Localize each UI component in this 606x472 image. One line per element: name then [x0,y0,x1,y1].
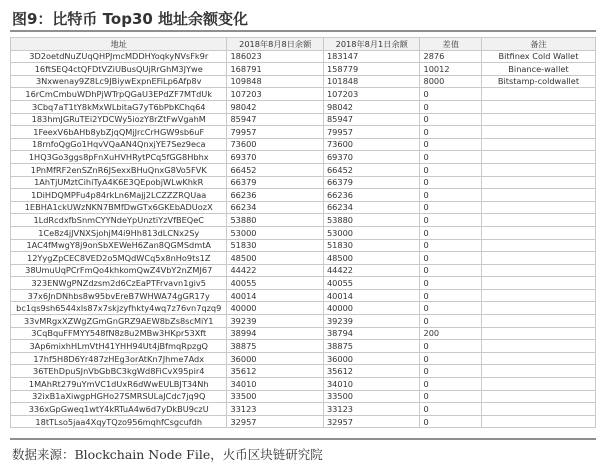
cell-difference: 0 [420,365,481,378]
cell-difference: 0 [420,390,481,403]
cell-balance-aug1: 66234 [323,201,420,214]
cell-balance-aug8: 33123 [227,403,324,416]
cell-note [481,100,595,113]
cell-balance-aug8: 69370 [227,151,324,164]
cell-address: 12YygZpCEC8VED2o5MQdWCq5x8nHo9ts1Z [11,252,227,265]
table-row [11,365,596,378]
balance-table-container [10,37,596,428]
cell-balance-aug1: 66452 [323,163,420,176]
cell-address: 1AhTjUMztCihiTyA4K6E3QEpobjWLwKhkR [11,176,227,189]
cell-balance-aug1: 98042 [323,100,420,113]
cell-balance-aug8: 38994 [227,327,324,340]
cell-difference: 8000 [420,75,481,88]
cell-address: 37x6JnDNhbs8w95bvEreB7WHWA74gGR17y [11,289,227,302]
cell-balance-aug1: 36000 [323,352,420,365]
cell-balance-aug1: 38875 [323,340,420,353]
cell-difference: 0 [420,113,481,126]
cell-difference: 2876 [420,50,481,63]
cell-address: 1PnMfRF2enSZnR6JSexxBHuQnxG8Vo5FVK [11,163,227,176]
table-row [11,163,596,176]
table-row [11,352,596,365]
cell-address: 3Cbq7aT1tY8kMxWLbitaG7yT6bPbKChq64 [11,100,227,113]
cell-balance-aug8: 98042 [227,100,324,113]
table-row [11,189,596,202]
cell-address: bc1qs9sh6544xls87x7skjzyfhkty4wq7z76vn7qzq9 [11,302,227,315]
table-row [11,239,596,252]
cell-balance-aug1: 158779 [323,63,420,76]
cell-difference: 0 [420,201,481,214]
table-row [11,289,596,302]
cell-difference: 0 [420,352,481,365]
cell-difference: 0 [420,302,481,315]
table-header-row [11,38,596,51]
table-row [11,176,596,189]
cell-note [481,252,595,265]
table-row [11,390,596,403]
cell-difference: 0 [420,100,481,113]
cell-balance-aug8: 107203 [227,88,324,101]
header-balance-aug8: 2018年8月8日余额 [227,38,324,51]
header-difference: 差值 [420,38,481,51]
table-row [11,88,596,101]
cell-balance-aug1: 48500 [323,252,420,265]
cell-balance-aug1: 183147 [323,50,420,63]
cell-balance-aug8: 85947 [227,113,324,126]
cell-balance-aug1: 38794 [323,327,420,340]
table-row [11,214,596,227]
cell-note [481,352,595,365]
table-row [11,138,596,151]
header-address: 地址 [11,38,227,51]
cell-balance-aug8: 32957 [227,415,324,428]
source-note: 数据来源：Blockchain Node File，火币区块链研究院 [12,447,323,462]
cell-balance-aug1: 69370 [323,151,420,164]
cell-note [481,302,595,315]
table-row [11,201,596,214]
cell-balance-aug1: 40014 [323,289,420,302]
table-row [11,113,596,126]
cell-balance-aug1: 53000 [323,226,420,239]
cell-difference: 0 [420,340,481,353]
cell-balance-aug1: 34010 [323,378,420,391]
cell-balance-aug1: 40000 [323,302,420,315]
cell-address: 33vMRgxXZWgZGmGnGRZ9AEW8bZs8scMiY1 [11,315,227,328]
cell-difference: 0 [420,415,481,428]
cell-note [481,151,595,164]
cell-difference: 0 [420,163,481,176]
cell-balance-aug1: 66236 [323,189,420,202]
cell-note [481,126,595,139]
table-row [11,340,596,353]
table-body [11,50,596,428]
table-row [11,327,596,340]
cell-address: 16ftSEQ4ctQFDtVZiUBusQUjRrGhM3JYwe [11,63,227,76]
cell-note [481,138,595,151]
cell-balance-aug1: 73600 [323,138,420,151]
cell-difference: 10012 [420,63,481,76]
cell-address: 1HQ3Go3ggs8pFnXuHVHRytPCq5fGG8Hbhx [11,151,227,164]
cell-balance-aug1: 33123 [323,403,420,416]
cell-note [481,163,595,176]
cell-balance-aug8: 38875 [227,340,324,353]
cell-note [481,415,595,428]
cell-balance-aug1: 44422 [323,264,420,277]
table-row [11,415,596,428]
table-row [11,315,596,328]
title-divider [10,30,596,32]
cell-note [481,403,595,416]
figure-title: 图9：比特币 Top30 地址余额变化 [12,10,249,28]
cell-address: 17hf5H8D6Yr487zHEg3orAtKn7Jhme7Adx [11,352,227,365]
cell-address: 1Ce8z4jJVNXSjohjM4i9Hh813dLCNx2Sy [11,226,227,239]
cell-balance-aug8: 66236 [227,189,324,202]
cell-difference: 0 [420,264,481,277]
cell-difference: 0 [420,151,481,164]
table-row [11,264,596,277]
table-row [11,277,596,290]
cell-difference: 0 [420,277,481,290]
table-row [11,226,596,239]
cell-balance-aug8: 44422 [227,264,324,277]
cell-difference: 0 [420,226,481,239]
cell-balance-aug8: 40014 [227,289,324,302]
cell-note [481,315,595,328]
cell-address: 18tTLso5jaa4XqyTQzo956mqhfCsgcufdh [11,415,227,428]
cell-note [481,289,595,302]
cell-balance-aug8: 39239 [227,315,324,328]
cell-balance-aug8: 66234 [227,201,324,214]
cell-note: Binance-wallet [481,63,595,76]
cell-note: Bitstamp-coldwallet [481,75,595,88]
cell-address: 3CqBquFFMYY548fN8z8u2MBw3HKpr53Xft [11,327,227,340]
cell-difference: 200 [420,327,481,340]
cell-address: 16rCmCmbuWDhPjWTrpQGaU3EPdZF7MTdUk [11,88,227,101]
cell-address: 1LdRcdxfbSnmCYYNdeYpUnztiYzVfBEQeC [11,214,227,227]
cell-balance-aug1: 32957 [323,415,420,428]
cell-note [481,378,595,391]
table-row [11,126,596,139]
cell-address: 32ixB1aXiwgpHGHo27SMRSULaJCdc7jq9Q [11,390,227,403]
cell-balance-aug1: 51830 [323,239,420,252]
cell-balance-aug8: 186023 [227,50,324,63]
cell-balance-aug1: 107203 [323,88,420,101]
cell-note [481,189,595,202]
cell-note [481,176,595,189]
cell-balance-aug8: 168791 [227,63,324,76]
cell-note [481,113,595,126]
cell-address: 3Nxwenay9Z8Lc9JBiywExpnEFiLp6Afp8v [11,75,227,88]
cell-difference: 0 [420,315,481,328]
cell-balance-aug8: 53880 [227,214,324,227]
cell-balance-aug8: 73600 [227,138,324,151]
cell-balance-aug8: 35612 [227,365,324,378]
table-row [11,100,596,113]
table-row [11,403,596,416]
balance-table [10,37,596,428]
cell-balance-aug1: 66379 [323,176,420,189]
cell-note [481,390,595,403]
cell-balance-aug8: 53000 [227,226,324,239]
cell-balance-aug1: 33500 [323,390,420,403]
cell-address: 36TEhDpuSJnVbGbBC3kgWd8FiCvX95pir4 [11,365,227,378]
cell-difference: 0 [420,252,481,265]
cell-difference: 0 [420,126,481,139]
cell-balance-aug8: 34010 [227,378,324,391]
cell-note [481,277,595,290]
cell-address: 18rnfoQgGo1HqvVQaAN4QnxjYE7Sez9eca [11,138,227,151]
cell-balance-aug8: 109848 [227,75,324,88]
cell-balance-aug1: 53880 [323,214,420,227]
cell-address: 3Ap6mixhHLmVtH41YHH94Ut4jBfmqRpzgQ [11,340,227,353]
cell-difference: 0 [420,214,481,227]
table-row [11,378,596,391]
cell-balance-aug8: 33500 [227,390,324,403]
cell-note [481,226,595,239]
cell-difference: 0 [420,88,481,101]
cell-difference: 0 [420,289,481,302]
cell-note [481,201,595,214]
header-balance-aug1: 2018年8月1日余额 [323,38,420,51]
cell-note [481,264,595,277]
cell-address: 1MAhRt279uYmVC1dUxR6dWwEULBJT34Nh [11,378,227,391]
cell-difference: 0 [420,378,481,391]
cell-note [481,239,595,252]
cell-balance-aug8: 66379 [227,176,324,189]
cell-balance-aug1: 79957 [323,126,420,139]
cell-balance-aug8: 36000 [227,352,324,365]
cell-note [481,340,595,353]
cell-difference: 0 [420,176,481,189]
cell-note: Bitfinex Cold Wallet [481,50,595,63]
cell-address: 1DiHDQMPFu4p84rkLn6Majj2LCZZZRQUaa [11,189,227,202]
header-note: 备注 [481,38,595,51]
cell-difference: 0 [420,138,481,151]
cell-address: 1EBHA1ckUWzNKN7BMfDwGTx6GKEbADUozX [11,201,227,214]
cell-address: 3D2oetdNuZUqQHPJmcMDDHYoqkyNVsFk9r [11,50,227,63]
cell-note [481,88,595,101]
cell-difference: 0 [420,189,481,202]
bottom-divider [10,438,596,440]
table-row [11,252,596,265]
cell-address: 1FeexV6bAHb8ybZjqQMjJrcCrHGW9sb6uF [11,126,227,139]
cell-address: 1AC4fMwgY8j9onSbXEWeH6Zan8QGMSdmtA [11,239,227,252]
cell-address: 336xGpGweq1wtY4kRTuA4w6d7yDkBU9czU [11,403,227,416]
cell-balance-aug1: 85947 [323,113,420,126]
cell-balance-aug1: 101848 [323,75,420,88]
cell-balance-aug1: 40055 [323,277,420,290]
cell-balance-aug8: 79957 [227,126,324,139]
table-row [11,50,596,63]
cell-balance-aug1: 39239 [323,315,420,328]
cell-address: 38UmuUqPCrFmQo4khkomQwZ4VbY2nZMJ67 [11,264,227,277]
cell-difference: 0 [420,403,481,416]
cell-note [481,214,595,227]
cell-balance-aug8: 48500 [227,252,324,265]
cell-note [481,365,595,378]
table-row [11,302,596,315]
cell-difference: 0 [420,239,481,252]
table-row [11,63,596,76]
cell-balance-aug1: 35612 [323,365,420,378]
table-row [11,75,596,88]
cell-balance-aug8: 66452 [227,163,324,176]
table-row [11,151,596,164]
cell-note [481,327,595,340]
cell-balance-aug8: 40000 [227,302,324,315]
cell-balance-aug8: 51830 [227,239,324,252]
cell-address: 183hmJGRuTEi2YDCWy5iozY8rZtFwVgahM [11,113,227,126]
cell-balance-aug8: 40055 [227,277,324,290]
cell-address: 323ENWgPNZdzsm2d6CzEaPTFrvavn1giv5 [11,277,227,290]
